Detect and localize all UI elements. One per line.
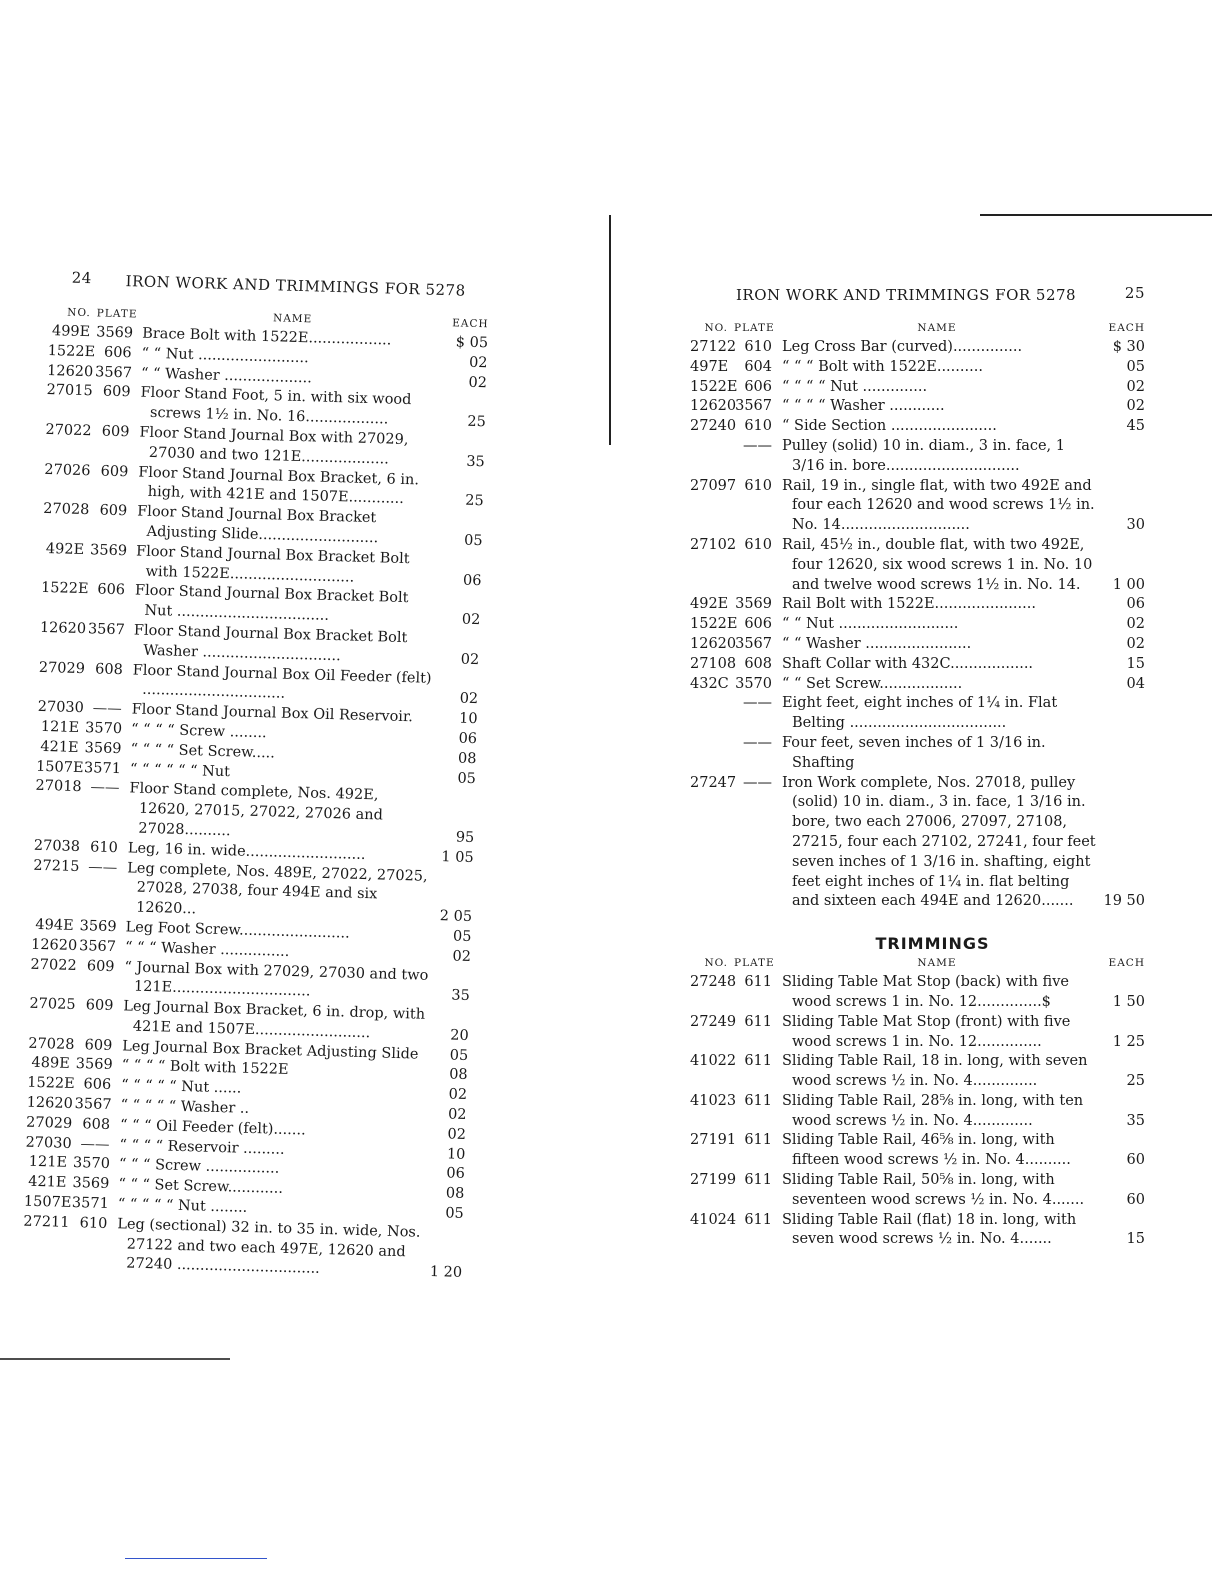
plate-number: 610 [744,418,772,435]
price-each: 35 [1126,1112,1145,1129]
price-each: 02 [447,1106,467,1124]
plate-number: 606 [103,344,132,362]
part-number: 1522E [40,580,89,598]
list-item [690,675,1145,695]
part-name: Floor Stand Journal Box Bracket Adjusting Slide.......................... [137,503,379,547]
list-item [690,417,1145,437]
price-each: $ 05 [455,334,489,352]
plate-number: 609 [101,423,130,441]
plate-number: 3569 [735,596,772,613]
part-number: 27248 [690,974,737,991]
plate-number: 3570 [72,1155,111,1173]
part-number: 492E [45,540,85,558]
plate-number: 609 [84,1036,113,1054]
list-item [690,655,1145,675]
plate-number: 609 [85,997,114,1015]
part-name: Sliding Table Rail, 50⅝ in. long, with seventeen wood screws ½ in. No. 4....... [782,1172,1085,1208]
col-plate: PLATE [734,322,775,334]
part-number: 27102 [690,536,737,553]
part-name: “ “ Nut .......................... [782,616,959,633]
part-name: Sliding Table Mat Stop (front) with five wood screws 1 in. No. 12.............. [782,1013,1071,1050]
price-each: 02 [447,1126,467,1143]
price-each: 60 [1126,1152,1145,1169]
part-name: “ “ “ “ Washer ............ [782,398,945,415]
price-each: 1 00 [1112,576,1145,593]
part-name: Floor Stand complete, Nos. 492E, 12620, 27015, 27022, 27026 and 27028.......... [129,780,384,840]
list-item [690,437,1145,477]
price-each: 10 [446,1146,466,1163]
part-number: 27191 [690,1132,737,1149]
plate-number: 610 [89,839,119,856]
plate-number: 611 [744,1211,772,1228]
price-each: 2 05 [439,908,473,926]
part-name: “ “ Nut ........................ [141,345,309,367]
plate-number: 611 [744,1132,772,1149]
part-number: 489E [31,1055,70,1073]
part-name: Sliding Table Rail, 46⅝ in. long, with fifteen wood screws ½ in. No. 4.......... [782,1132,1071,1169]
part-name: Iron Work complete, Nos. 27018, pulley (solid) 10 in. diam., 3 in. face, 1 3/16 in. bore, two each 27006, 27097, 27108, 27215, four each 27102, 27241, four feet seven inches of 1 3/16 in. shafting, eight feet eight inches of 1¼ in. flat belting and sixteen each 494E and 12620....... [782,774,1096,910]
price-each: 05 [445,1205,464,1222]
price-each: 06 [446,1165,466,1183]
price-each: 35 [451,987,471,1005]
part-number: 27211 [23,1213,70,1231]
plate-number: 606 [97,581,126,599]
part-name: Floor Stand Foot, 5 in. with six wood screws 1½ in. No. 16.................. [140,384,412,428]
part-name: Sliding Table Rail, 18 in. long, with seven wood screws ½ in. No. 4.............. [782,1053,1088,1090]
col-name: NAME [272,312,313,326]
plate-number: 611 [744,1013,772,1030]
list-item [690,358,1145,378]
price-each: 05 [1126,358,1145,375]
price-each: 02 [460,651,480,668]
part-name: Leg Foot Screw........................ [125,919,350,942]
part-number: 27122 [690,339,737,355]
part-number: 27022 [30,956,77,974]
part-number: 1507E [35,758,84,776]
list-item [690,378,1145,398]
part-number: 27247 [690,774,737,791]
part-number: 27199 [690,1172,737,1189]
price-each: 02 [448,1086,468,1104]
plate-number: 610 [744,536,772,553]
price-each: 05 [457,770,477,787]
part-name: “ “ “ Washer ............... [124,939,290,960]
part-name: Sliding Table Rail (flat) 18 in. long, with seven wood screws ½ in. No. 4....... [782,1211,1077,1248]
column-headers [690,322,1145,338]
part-name: Floor Stand Journal Box Bracket, 6 in. high, with 421E and 1507E............ [138,464,420,508]
plate-number: 3569 [95,324,134,342]
price-each: 06 [462,572,482,589]
price-each: 02 [1126,635,1145,652]
part-name: “ “ Set Screw.................. [782,675,963,692]
plate-number: 3567 [74,1096,112,1114]
part-number: 27028 [43,501,90,519]
part-number: 121E [40,718,80,736]
price-each: 05 [452,928,472,945]
gutter-line [609,215,611,445]
part-name: “ “ “ “ “ Nut ........ [117,1196,248,1216]
plate-number: 3569 [89,541,128,560]
col-plate: PLATE [96,307,138,321]
plate-number: 609 [100,463,129,480]
price-each: 06 [458,730,478,748]
plate-number: 3570 [84,720,123,738]
list-item [690,615,1145,635]
part-number: 494E [35,916,74,934]
page-number: 25 [1124,284,1145,302]
plate-number: 3567 [87,621,126,639]
list-item [690,1052,1145,1092]
plate-number: 611 [744,1053,772,1070]
part-number: 1522E [27,1074,75,1093]
plate-number: 3571 [71,1195,110,1213]
part-name: “ “ “ Set Screw............ [118,1176,284,1198]
part-name: Sliding Table Rail, 28⅝ in. long, with ten wood screws ½ in. No. 4............. [782,1092,1084,1129]
price-each: 05 [449,1047,469,1064]
price-each: 08 [448,1066,468,1084]
list-item [690,1092,1145,1132]
part-number: 27249 [690,1013,737,1030]
plate-number: 606 [83,1076,112,1094]
list-item [690,635,1145,655]
part-number: 1507E [23,1193,72,1212]
top-rule-right [980,214,1212,216]
plate-number: —— [743,695,772,712]
plate-number: 3570 [735,675,772,692]
part-name: “ “ “ Screw ................ [118,1156,280,1178]
part-number: 41022 [690,1053,737,1070]
part-number: 27029 [25,1114,73,1132]
price-each: 02 [1126,398,1145,415]
price-each: 45 [1126,418,1145,435]
price-each: 60 [1126,1191,1145,1208]
part-name: “ “ Washer ................... [140,365,313,386]
part-number: 1522E [690,616,738,633]
plate-number: 610 [79,1215,108,1232]
part-number: 27240 [690,418,737,435]
price-each: 20 [450,1027,469,1044]
part-number: 27026 [44,461,91,479]
part-number: 492E [690,596,729,613]
left-page [22,268,490,1284]
part-number: 27029 [38,659,86,677]
part-name: “ “ “ Bolt with 1522E.......... [782,358,983,375]
running-head-left [49,268,490,306]
part-number: 12620 [690,635,737,652]
part-number: 497E [690,358,729,375]
list-item [690,338,1145,358]
part-number: 12620 [30,936,78,954]
list-item [690,1211,1145,1251]
plate-number: 610 [744,339,772,355]
part-name: Brace Bolt with 1522E.................. [141,325,392,349]
part-name: Rail, 45½ in., double flat, with two 492E, four 12620, six wood screws 1 in. No. 10 and twelve wood screws 1½ in. No. 14. [782,536,1093,593]
col-each: EACH [451,317,489,331]
part-number: 421E [27,1174,67,1192]
part-name: Floor Stand Journal Box Oil Feeder (felt) ............................... [132,662,432,703]
price-each: 25 [464,493,484,510]
part-name: Four feet, seven inches of 1 3/16 in. Shafting [782,734,1046,771]
part-name: Shaft Collar with 432C.................. [782,655,1034,672]
plate-number: —— [743,437,772,454]
price-each: 06 [1126,596,1145,613]
part-name: Rail, 19 in., single flat, with two 492E and four each 12620 and wood screws 1½ in. No. 14............................ [782,477,1095,534]
part-number: 27028 [28,1035,75,1053]
plate-number: 606 [744,378,772,395]
plate-number: 608 [82,1116,111,1133]
plate-number: 3567 [735,635,772,652]
price-each: 1 25 [1112,1033,1145,1050]
list-item [690,397,1145,417]
scan-edge-line [125,1558,267,1559]
list-item [690,1171,1145,1211]
price-each: 02 [1126,616,1145,633]
part-name: Leg (sectional) 32 in. to 35 in. wide, Nos. 27122 and two each 497E, 12620 and 27240 ............................... [117,1216,421,1278]
list-item [690,595,1145,615]
plate-number: 3567 [735,398,772,415]
plate-number: 3569 [84,739,122,757]
right-page [690,284,1145,1250]
part-number [690,734,734,774]
part-name: “ “ “ “ Bolt with 1522E [121,1057,289,1079]
trimmings-column-headers [690,957,1145,973]
price-each: 02 [468,354,488,372]
part-number: 12620 [26,1094,74,1113]
plate-number: 3569 [75,1056,113,1074]
list-item [690,694,1145,734]
part-number: 27025 [29,995,76,1014]
part-number: 12620 [39,619,87,638]
col-no: NO. [67,306,91,320]
part-number: 421E [40,738,79,756]
bottom-rule-left [0,1358,230,1360]
plate-number: 609 [86,957,115,975]
plate-number: 604 [744,358,772,375]
price-each: 95 [455,829,475,846]
part-name: Floor Stand Journal Box Oil Reservoir. [131,701,414,726]
part-name: Leg Journal Box Bracket Adjusting Slide [122,1038,419,1063]
plate-number: 3567 [94,363,133,381]
part-number: 27215 [33,857,80,875]
plate-number: 609 [102,383,131,401]
part-name: Floor Stand Journal Box Bracket Bolt Washer .............................. [133,622,408,665]
plate-number: 3569 [72,1175,110,1193]
part-number: 27108 [690,655,737,672]
part-number: 1522E [47,342,96,361]
price-each: 08 [457,750,477,767]
plate-number: 608 [744,655,772,672]
plate-number: 3571 [83,759,122,777]
part-number: 499E [51,323,91,341]
part-name: “ “ Washer ....................... [782,635,972,652]
trimmings-list [690,973,1145,1250]
price-each: $ 30 [1112,339,1145,355]
plate-number: —— [743,734,772,751]
part-number: 27097 [690,477,737,494]
plate-number: 606 [744,616,772,633]
col-name: NAME [917,322,957,334]
col-name: NAME [917,957,957,970]
part-name: Leg, 16 in. wide.......................... [127,840,366,863]
part-number [690,437,734,477]
price-each: 25 [1126,1073,1145,1090]
col-no: NO. [704,957,728,970]
col-plate: PLATE [734,957,775,970]
part-name: Leg Cross Bar (curved)............... [782,339,1023,355]
part-number: 27022 [45,421,92,440]
col-each: EACH [1108,957,1145,970]
price-each: 25 [467,413,487,431]
part-name: “ “ “ “ “ Washer .. [120,1097,250,1117]
part-number: 41023 [690,1092,737,1109]
price-each: 10 [458,710,478,728]
page-number: 24 [71,268,93,288]
plate-number: 611 [744,1172,772,1189]
plate-number: 611 [744,1092,772,1109]
part-name: Rail Bolt with 1522E...................... [782,596,1036,613]
part-number: 41024 [690,1211,737,1228]
plate-number: —— [80,1135,110,1153]
part-number: 27038 [33,837,81,855]
price-each: 02 [452,948,472,965]
running-head-title: IRON WORK AND TRIMMINGS FOR 5278 [125,272,466,300]
parts-list [22,322,488,1284]
price-each: 08 [445,1185,465,1203]
part-name: “ “ “ Oil Feeder (felt)....... [119,1117,306,1139]
part-name: Floor Stand Journal Box with 27029, 27030 and two 121E................... [139,424,409,468]
part-name: Floor Stand Journal Box Bracket Bolt Nut ................................. [134,582,409,625]
part-name: Eight feet, eight inches of 1¼ in. Flat Belting .................................. [782,695,1058,732]
running-head-right [690,284,1145,310]
plate-number: 608 [94,660,124,678]
part-number: 27030 [37,698,85,717]
part-name: “ “ “ “ “ “ Nut [129,760,231,780]
part-number: 12620 [690,398,737,415]
part-name: Sliding Table Mat Stop (back) with five wood screws 1 in. No. 12..............$ [782,974,1069,1010]
part-number: 12620 [46,362,94,380]
part-name: Pulley (solid) 10 in. diam., 3 in. face, 1 3/16 in. bore............................. [782,437,1065,474]
part-name: Leg Journal Box Bracket, 6 in. drop, with 421E and 1507E......................... [123,998,426,1042]
part-name: Leg complete, Nos. 489E, 27022, 27025, 27028, 27038, four 494E and six 12620... [127,859,428,918]
plate-number: —— [88,858,118,876]
running-head-title: IRON WORK AND TRIMMINGS FOR 5278 [736,286,1077,304]
plate-number: 611 [744,974,772,991]
list-item [690,1131,1145,1171]
part-number: 27015 [46,382,93,400]
plate-number: 3569 [79,917,117,936]
part-name: “ “ “ “ Screw ........ [130,721,267,742]
price-each: 05 [463,532,483,550]
plate-number: 610 [744,477,772,494]
plate-number: —— [90,779,120,797]
part-number: 121E [28,1154,68,1172]
price-each: 19 50 [1103,893,1145,910]
price-each: 30 [1126,517,1145,534]
list-item [690,1013,1145,1053]
price-each: 1 50 [1112,993,1145,1010]
part-number: 27030 [25,1134,72,1152]
part-name: “ “ “ “ “ Nut ...... [120,1077,242,1097]
price-each: 02 [459,690,479,708]
parts-list [690,338,1145,912]
part-name: “ Side Section ....................... [782,418,997,435]
plate-number: 609 [99,502,128,520]
list-item [690,973,1145,1013]
part-name: “ “ “ “ Reservoir ......... [119,1136,285,1158]
price-each: 02 [1126,378,1145,395]
part-number: 1522E [690,378,738,395]
price-each: 1 05 [441,848,474,866]
plate-number: 3567 [78,937,117,955]
part-number: 27018 [35,778,82,796]
list-item [690,734,1145,774]
col-no: NO. [704,322,728,334]
plate-number: —— [92,700,122,718]
plate-number: —— [743,774,772,791]
part-name: “ “ “ “ Nut .............. [782,378,928,395]
list-item [22,1212,463,1284]
col-each: EACH [1108,322,1145,334]
list-item [690,477,1145,536]
price-each: 02 [468,374,488,391]
section-title-trimmings: TRIMMINGS [875,934,990,954]
part-name: Floor Stand Journal Box Bracket Bolt with 1522E........................... [135,543,410,586]
list-item [690,536,1145,595]
price-each: 15 [1126,1231,1145,1248]
price-each: 04 [1126,675,1145,692]
part-name: “ “ “ “ Set Screw..... [130,741,276,762]
part-number [690,694,734,734]
price-each: 1 20 [429,1264,463,1282]
part-name: “ Journal Box with 27029, 27030 and two 121E.............................. [124,958,429,1000]
price-each: 02 [461,611,481,629]
price-each: 35 [466,453,485,470]
list-item [690,774,1145,913]
price-each: 15 [1126,655,1145,672]
part-number: 432C [690,675,729,692]
